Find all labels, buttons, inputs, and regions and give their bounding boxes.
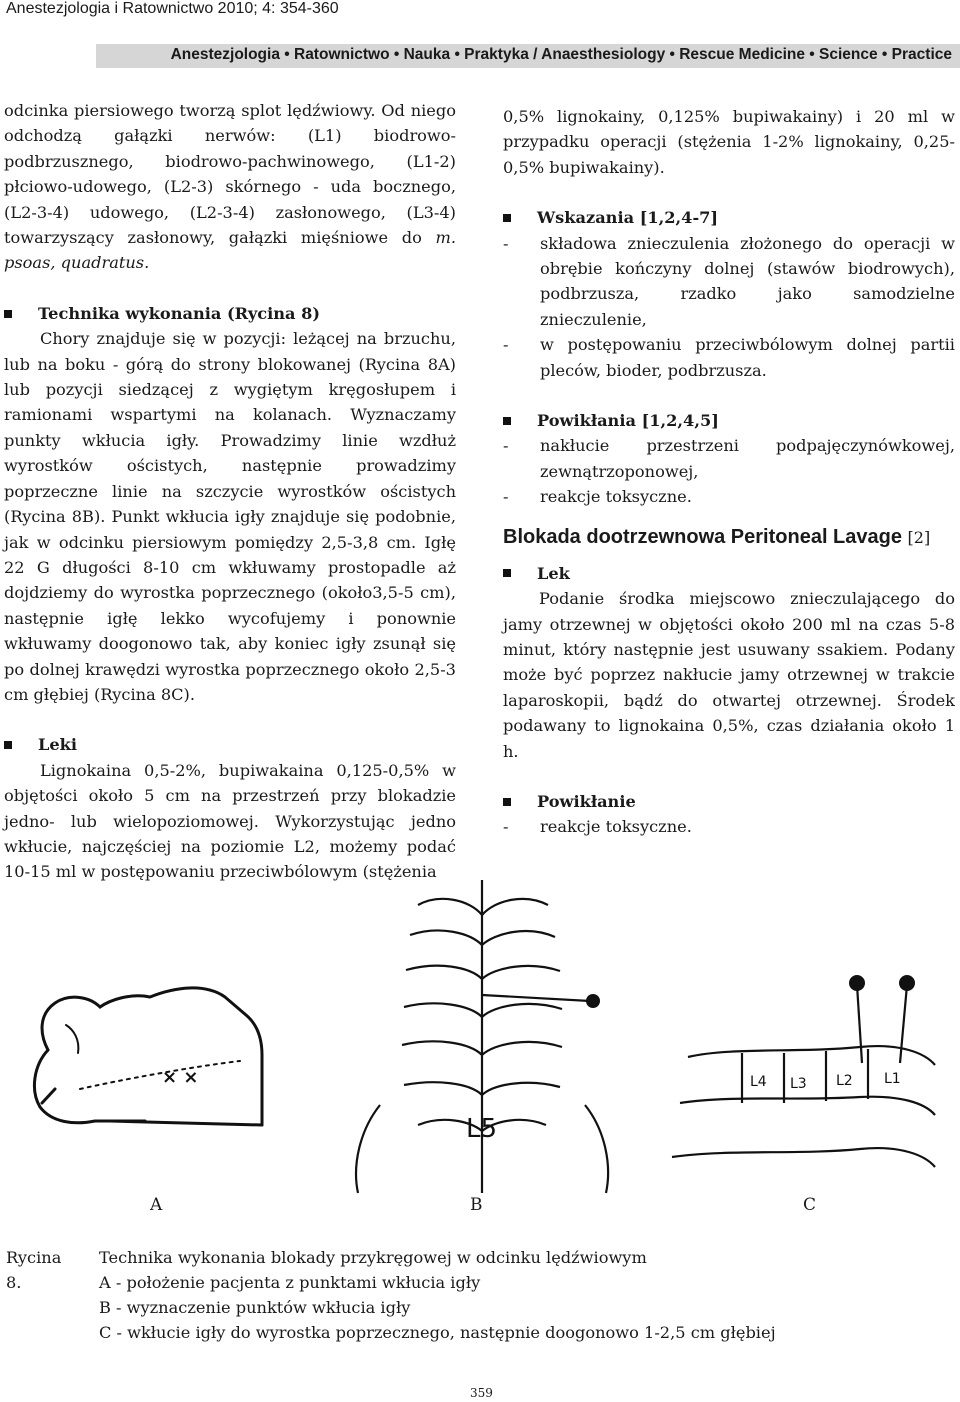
indication-text: składowa znieczulenia złożonego do operacji w obrębie kończyny dolnej (stawów biodrowych), podbrzusza, rzadko jako samodzielne znieczulenie, — [540, 233, 955, 329]
heading-drugs-label: Leki — [38, 735, 78, 755]
bullet-icon — [503, 417, 511, 425]
heading-technique-label: Technika wykonania (Rycina 8) — [38, 303, 321, 323]
heading-drugs — [4, 732, 456, 757]
heading-complications — [503, 408, 955, 433]
heading-indications-label: Wskazania [1,2,4-7] — [537, 208, 719, 228]
left-paragraph-1 — [4, 98, 456, 276]
panel-a-marks: × × — [162, 1067, 199, 1088]
left-column — [4, 98, 456, 885]
heading-complications-label: Powikłania [1,2,4,5] — [537, 411, 719, 431]
complication-item — [503, 433, 955, 484]
vertebra-label-l1: L1 — [884, 1071, 901, 1087]
dash-mark: - — [503, 817, 509, 837]
journal-reference: Anestezjologia i Ratownictwo 2010; 4: 354-360 — [6, 0, 339, 17]
complication-item — [503, 814, 955, 839]
vertebra-label-l4: L4 — [750, 1074, 767, 1090]
caption-line: B - wyznaczenie punktów wkłucia igły — [99, 1298, 411, 1317]
complication-text: nakłucie przestrzeni podpajęczynówkowej, zewnątrzoponowej, — [540, 436, 955, 481]
caption-number: Rycina 8. — [6, 1248, 62, 1292]
complication-text: reakcje toksyczne. — [540, 817, 692, 837]
section-title-text: Blokada dootrzewnowa Peritoneal Lavage — [503, 525, 902, 548]
panel-b-marker-dot — [586, 994, 600, 1008]
bullet-icon — [503, 569, 511, 577]
bullet-icon — [4, 310, 12, 318]
dash-mark: - — [503, 436, 509, 456]
dash-mark: - — [503, 233, 509, 253]
bullet-icon — [4, 741, 12, 749]
section-title-ref: [2] — [907, 527, 931, 547]
panel-letter-b: B — [470, 1195, 483, 1215]
page-number: 359 — [470, 1386, 493, 1400]
section-title — [503, 524, 955, 551]
panel-c-needle-hub — [849, 975, 865, 991]
technique-paragraph: Chory znajduje się w pozycji: leżącej na brzuchu, lub na boku - górą do strony blokowanej (Rycina 8A) lub pozycji siedzącej z wygiętym kręgosłupem i ramionami wspartymi na kolanach. Wyznaczamy punkty wkłucia igły. Prowadzimy linie wzdłuż wyrostków ościstych, następnie prowadzimy poprzeczne linie na szczycie wyrostków ościstych (Rycina 8B). Punkt wkłucia igły znajduje się podobnie, jak w odcinku piersiowym pomiędzy 2,5-3,8 cm. Igłę 22 G długości 8-10 cm wkłuwamy prostopadle aż dojdziemy do wyrostka poprzecznego (około3,5-5 cm), następnie igłę lekko wycofujemy i ponownie wkłuwamy doogonowo tak, aby koniec igły zsunął się po dolnej krawędzi wyrostka poprzecznego około 2,5-3 cm głębiej (Rycina 8C). — [4, 329, 456, 704]
indication-item — [503, 332, 955, 383]
bullet-icon — [503, 798, 511, 806]
complication-text: reakcje toksyczne. — [540, 487, 692, 507]
lavage-paragraph: Podanie środka miejscowo znieczulającego do jamy otrzewnej w objętości około 200 ml na czas 5-8 minut, który następnie jest usuwany ssakiem. Podany może być poprzez nakłucie jamy otrzewnej w trakcie laparoskopii, bądź do otwartej otrzewnej. Środek podawany to lignokaina 0,5%, czas działania około 1 h. — [503, 589, 955, 761]
caption-line: Technika wykonania blokady przykręgowej w odcinku lędźwiowym — [99, 1248, 647, 1267]
figure-illustration — [0, 875, 960, 1215]
heading-drug-label: Lek — [537, 563, 570, 583]
heading-technique — [4, 301, 456, 326]
vertebra-label-l2: L2 — [836, 1073, 853, 1089]
caption-line: C - wkłucie igły do wyrostka poprzecznego, następnie doogonowo 1-2,5 cm głębiej — [99, 1323, 776, 1342]
complication-item — [503, 484, 955, 509]
panel-letter-a: A — [150, 1195, 163, 1215]
panel-b-level-label: L5 — [466, 1114, 498, 1144]
panel-c-needle-hub — [899, 975, 915, 991]
right-column — [503, 104, 955, 840]
dash-mark: - — [503, 487, 509, 507]
heading-complication-label: Powikłanie — [537, 791, 636, 811]
bullet-icon — [503, 214, 511, 222]
vertebra-label-l3: L3 — [790, 1076, 807, 1092]
indication-item — [503, 231, 955, 333]
dash-mark: - — [503, 335, 509, 355]
heading-drug — [503, 561, 955, 586]
indication-text: w postępowaniu przeciwbólowym dolnej partii pleców, bioder, podbrzusza. — [540, 335, 955, 380]
panel-a-patient-drawing — [34, 988, 262, 1125]
caption-line: A - położenie pacjenta z punktami wkłucia igły — [99, 1273, 481, 1292]
running-head: Anestezjologia • Ratownictwo • Nauka • Praktyka / Anaesthesiology • Rescue Medicine • Science • Practice — [170, 46, 952, 63]
heading-complication — [503, 789, 955, 814]
heading-indications — [503, 205, 955, 230]
muscles-italic: m. psoas, quadratus. — [4, 228, 456, 273]
running-head-band — [96, 44, 960, 68]
right-paragraph-1: 0,5% lignokainy, 0,125% bupiwakainy) i 20 ml w przypadku operacji (stężenia 1-2% lignokainy, 0,25-0,5% bupiwakainy). — [503, 107, 955, 177]
panel-b-spine-drawing — [356, 880, 608, 1193]
drugs-paragraph: Lignokaina 0,5-2%, bupiwakaina 0,125-0,5% w objętości około 5 cm na przestrzeń przy blokadzie jedno- lub wielopoziomowej. Wykorzystując jedno wkłucie, najczęściej na poziomie L2, możemy podać 10-15 ml w postępowaniu przeciwbólowym (stężenia — [4, 760, 456, 882]
panel-letter-c: C — [803, 1195, 817, 1215]
plexus-text: odcinka piersiowego tworzą splot lędźwiowy. Od niego odchodzą gałązki nerwów: (L1) biodrowo-podbrzusznego, biodrowo-pachwinowego, (L1-2) płciowo-udowego, (L2-3) skórnego - uda bocznego, (L2-3-4) udowego, (L2-3-4) zasłonowego, (L3-4) towarzyszący zasłonowy, gałązki mięśniowe do — [4, 101, 456, 248]
